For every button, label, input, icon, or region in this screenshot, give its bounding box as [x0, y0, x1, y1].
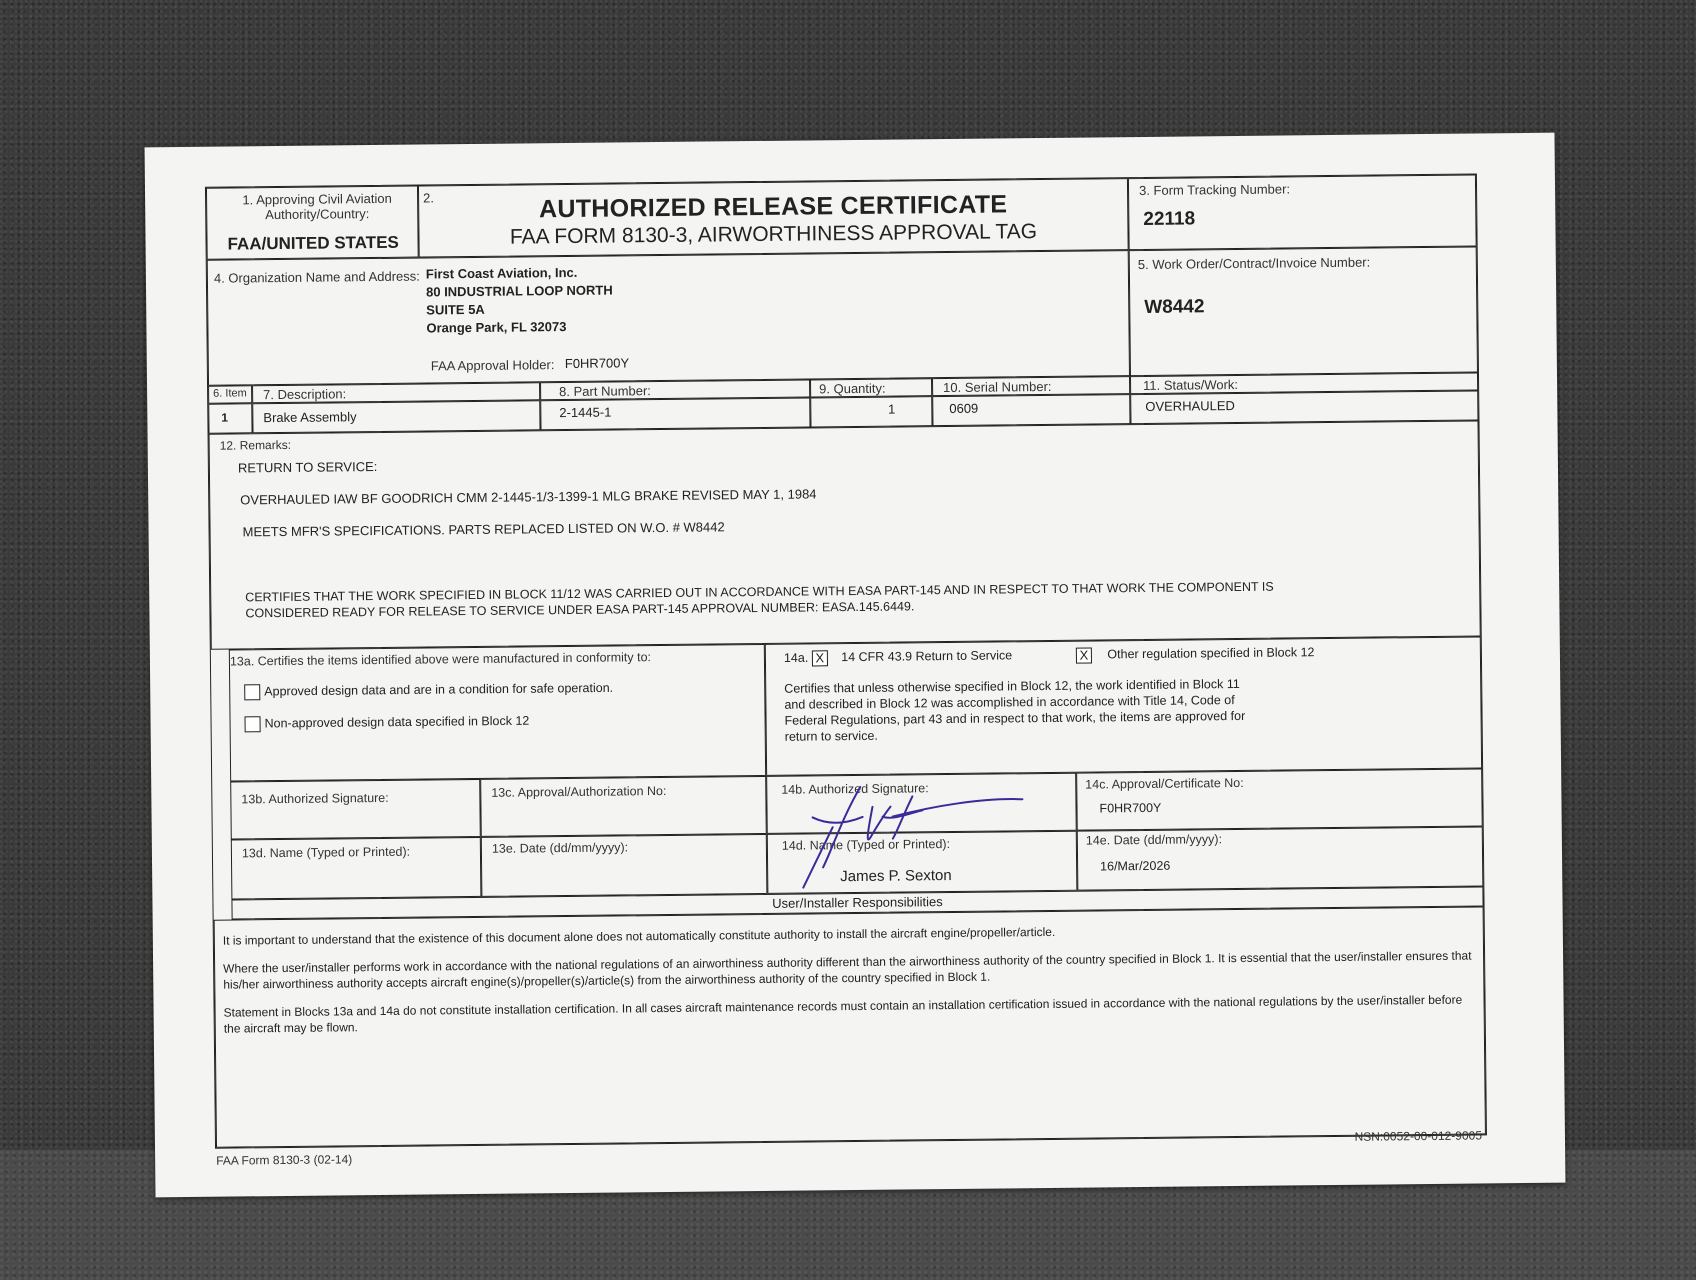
release-date: 16/Mar/2026 — [1100, 858, 1171, 874]
block-14e: 14e. Date (dd/mm/yyyy): 16/Mar/2026 — [1077, 826, 1484, 890]
item-part-number: 2-1445-1 — [540, 397, 810, 430]
header-part-number: 8. Part Number: — [540, 379, 810, 400]
header-status-work: 11. Status/Work: — [1130, 372, 1478, 394]
return-to-service-checkbox[interactable]: X — [812, 650, 828, 666]
block-14c: 14c. Approval/Certificate No: F0HR700Y — [1076, 768, 1483, 830]
block-3 — [1128, 174, 1477, 250]
block-14a-label: 14a. — [783, 650, 809, 666]
header-description: 7. Description: — [252, 382, 540, 403]
header-quantity: 9. Quantity: — [810, 378, 932, 397]
block-14a-statement: Certifies that unless otherwise specified in Block 12, the work identified in Block 11 and described in Block 12 was accomplished in accordance with Title 14, Code of Federal Regulations, part 43 and in respect to that work, the items are approved for return to service. — [784, 676, 1246, 744]
block-4-label: 4. Organization Name and Address: — [213, 268, 420, 286]
form-subtitle: FAA FORM 8130-3, AIRWORTHINESS APPROVAL TAG — [509, 220, 1038, 249]
block-1 — [206, 186, 419, 260]
block-14a — [765, 636, 1482, 775]
approval-holder-value: F0HR700Y — [564, 355, 630, 372]
authorized-signature — [772, 775, 1053, 894]
form-8130-3 — [205, 173, 1487, 1168]
approval-holder-label: FAA Approval Holder: — [430, 357, 555, 374]
block-13b: 13b. Authorized Signature: — [230, 779, 481, 840]
block-13d: 13d. Name (Typed or Printed): — [231, 837, 482, 900]
other-regulation-checkbox[interactable]: X — [1076, 648, 1092, 664]
remarks-label: 12. Remarks: — [219, 437, 292, 453]
work-order-number: W8442 — [1144, 296, 1205, 318]
block-5-label: 5. Work Order/Contract/Invoice Number: — [1137, 254, 1371, 273]
nsn-footer: NSN:0052-00-012-9005 — [1354, 1128, 1483, 1144]
item-status: OVERHAULED — [1130, 390, 1478, 424]
block-14d: 14d. Name (Typed or Printed): James P. Sexton — [767, 831, 1078, 894]
block-13a — [229, 644, 766, 782]
block-1-value: FAA/UNITED STATES — [227, 232, 399, 254]
signer-name: James P. Sexton — [840, 866, 952, 886]
other-regulation-label: Other regulation specified in Block 12 — [1107, 645, 1315, 662]
return-to-service-label: 14 CFR 43.9 Return to Service — [841, 648, 1013, 665]
block-5 — [1129, 246, 1478, 376]
approved-design-checkbox[interactable] — [244, 684, 260, 700]
block-14b: 14b. Authorized Signature: — [766, 773, 1077, 834]
header-serial-number: 10. Serial Number: — [932, 376, 1130, 396]
item-number: 1 — [208, 403, 252, 433]
header-item: 6. Item — [208, 385, 252, 403]
block-1-label: 1. Approving Civil Aviation Authority/Country: — [242, 190, 392, 223]
block-13e: 13e. Date (dd/mm/yyyy): — [481, 834, 768, 897]
responsibilities-text: It is important to understand that the existence of this document alone does not automatically constitute authority to install the aircraft engine/propeller/article. Where the user/installer performs work in accordance with the national regulations of an airworthiness authority different than the airworthiness authority of the country specified in Block 1. It is essential that the user/installer ensures that his/her airworthiness authority accepts aircraft engine(s)/propeller(s)/article(s) from the airworthiness authority of the country specified in Block 1. Statement in Blocks 13a and 14a do not constitute installation certification. In all cases aircraft maintenance records must contain an installation certification issued in accordance with the national regulations by the user/installer before the aircraft may be flown. — [214, 906, 1486, 1147]
block-2: 2. AUTHORIZED RELEASE CERTIFICATE FAA FORM 8130-3, AIRWORTHINESS APPROVAL TAG — [418, 178, 1129, 257]
item-description: Brake Assembly — [252, 400, 540, 433]
form-title: AUTHORIZED RELEASE CERTIFICATE — [538, 190, 1008, 224]
block-12-remarks: 12. Remarks: RETURN TO SERVICE: OVERHAULED IAW BF GOODRICH CMM 2-1445-1/3-1399-1 MLG BRAKE REVISED MAY 1, 1984 MEETS MFR'S SPECIFICATIONS. PARTS REPLACED LISTED ON W.O. # W8442 CERTIFIES THAT THE WORK SPECIFIED IN BLOCK 11/12 WAS CARRIED OUT IN ACCORDANCE WITH EASA PART-145 AND IN RESPECT TO THAT WORK THE COMPONENT IS CONSIDERED READY FOR RELEASE TO SERVICE UNDER EASA PART-145 APPROVAL NUMBER: EASA.145.6449. — [209, 420, 1481, 649]
item-quantity: 1 — [810, 396, 932, 427]
responsibilities-title: User/Installer Responsibilities — [231, 886, 1483, 919]
item-serial-number: 0609 — [932, 394, 1130, 426]
block-13a-label: 13a. Certifies the items identified above were manufactured in conformity to: — [229, 650, 652, 669]
block-3-label: 3. Form Tracking Number: — [1138, 181, 1291, 198]
block-4: 4. Organization Name and Address: First Coast Aviation, Inc. 80 INDUSTRIAL LOOP NORTH SUITE 5A Orange Park, FL 32073 FAA Approval Holder: F0HR700Y — [207, 250, 1130, 386]
approved-design-label: Approved design data and are in a condition for safe operation. — [264, 680, 614, 699]
block-13c: 13c. Approval/Authorization No: — [480, 776, 767, 837]
form-number-footer: FAA Form 8130-3 (02-14) — [216, 1152, 353, 1168]
non-approved-design-checkbox[interactable] — [245, 716, 261, 732]
non-approved-design-label: Non-approved design data specified in Block 12 — [264, 713, 530, 731]
approval-certificate-number: F0HR700Y — [1099, 800, 1162, 816]
certificate-paper — [145, 133, 1566, 1198]
tracking-number: 22118 — [1143, 208, 1196, 230]
